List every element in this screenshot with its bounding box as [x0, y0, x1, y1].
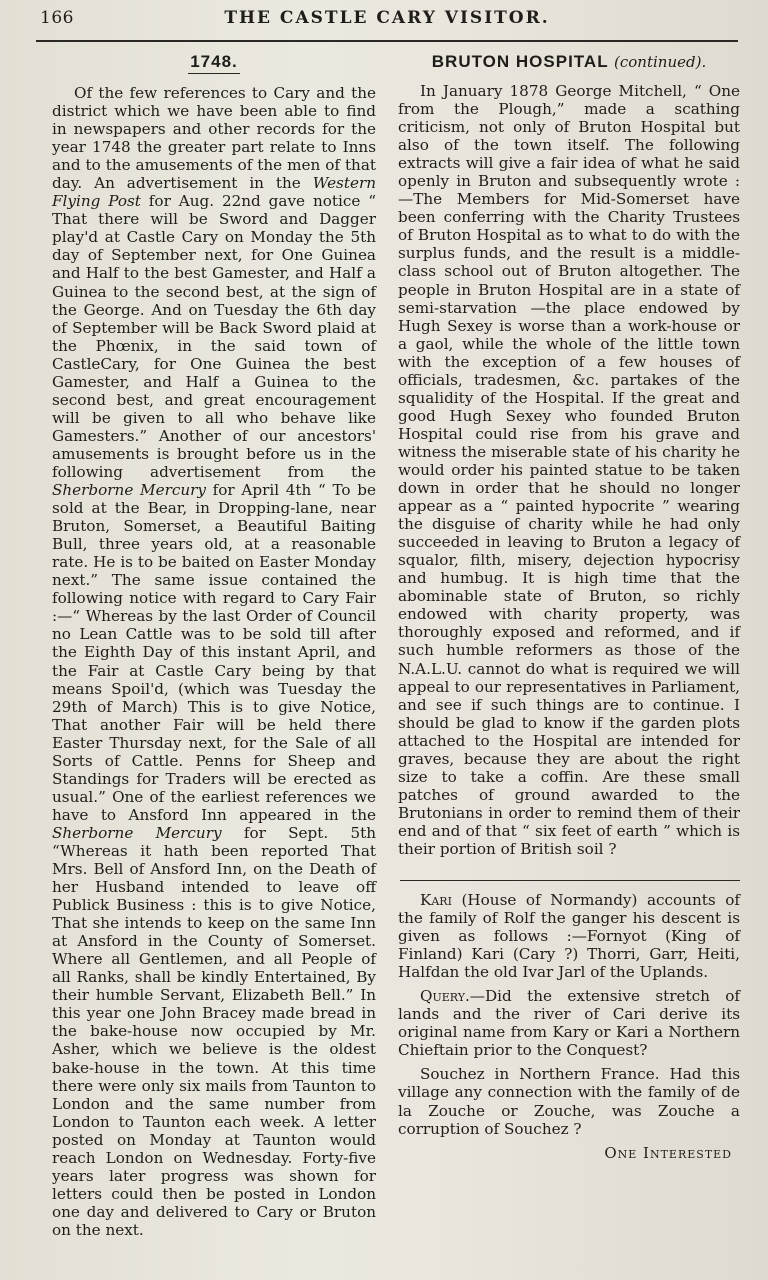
page-number: 166: [40, 8, 74, 28]
text-run: for Sept. 5th “Whereas it hath been reported That Mrs. Bell of Ansford Inn, on the Death of her Husband intended to leave off Publick Business : this is to give Notice, That she intends to keep on the same Inn at Ansford in the County of Somerset. Where all Gentlemen, and all People of all Ranks, shall be kindly Entertained, By their humble Servant, Elizabeth Bell.” In this year one John Bracey made bread in the bake-house now occupied by Mr. Asher, which we believe is the oldest bake-house in the town. At this time there were only six mails from Taunton to London and the same number from London to Taunton each week. A letter posted on Monday at Taunton would reach London on Wednesday. Forty-five years later progress was shown for letters could then be posted in London one day and delivered to Cary or Bruton on the next.: [52, 823, 376, 1239]
continued-note: (continued).: [614, 53, 707, 71]
newspaper-title: Sherborne Mercury: [52, 481, 206, 500]
kari-note: [398, 891, 740, 981]
hospital-heading: BRUTON HOSPITAL: [431, 52, 609, 71]
left-column: [52, 50, 376, 1239]
query-label: Query.: [420, 987, 470, 1006]
bruton-hospital-text: In January 1878 George Mitchell, “ One from the Plough,” made a scathing criticism, not only of Bruton Hospital but also of the town itself. The following extracts will give a fair idea of what he said openly in Bruton and subsequently wrote :—The Members for Mid-Somerset have been conferring with the Charity Trustees of Bruton Hospital as to what to do with the surplus funds, and the result is a middle-class school out of Bruton altogether. The people in Bruton Hospital are in a state of semi-starvation —the place endowed by Hugh Sexey is worse than a work-house or a gaol, while the whole of the little town with the exception of a few houses of officials, tradesmen, &c. partakes of the squalidity of the Hospital. If the great and good Hugh Sexey who founded Bruton Hospital could rise from his grave and witness the miserable state of his charity he would order his painted statue to be taken down in order that he should no longer appear as a “ painted hypocrite ” wearing the disguise of charity while he had only succeeded in leaving to Bruton a legacy of squalor, filth, misery, dejection hypocrisy and humbug. It is high time that the abominable state of Bruton, so richly endowed with charity property, was thoroughly exposed and reformed, and if such humble reformers as those of the N.A.L.U. cannot do what is required we will appeal to our representatives in Parliament, and see if such things are to continue. I should be glad to know if the garden plots attached to the Hospital are intended for graves, because they are about the right size to take a coffin. Are these small patches of ground awarded to the Brutonians in order to remind them of their end and of that “ six feet of earth ” which is their portion of British soil ?: [398, 82, 740, 858]
newspaper-title: Sherborne Mercury: [52, 823, 222, 842]
kari-label: Kari: [420, 891, 452, 910]
kari-text: (House of Normandy) accounts of the family of Rolf the ganger his descent is given as follows :—Fornyot (King of Finland) Kari (Cary ?) Thorri, Garr, Heiti, Halfdan the old Ivar Jarl of the Uplands.: [398, 891, 740, 982]
left-column-title: [52, 50, 376, 74]
running-head: [36, 6, 738, 34]
article-1748-text: [52, 84, 376, 1239]
year-heading: 1748.: [190, 52, 238, 71]
journal-title: THE CASTLE CARY VISITOR.: [224, 8, 550, 28]
souchez-note: Souchez in Northern France. Had this village any connection with the family of de la Zouche or Zouche, was Zouche a corruption of Souchez ?: [398, 1065, 740, 1138]
title-underline: [188, 73, 240, 74]
section-rule: [400, 880, 740, 881]
query-note: [398, 987, 740, 1059]
text-run: Of the few references to Cary and the district which we have been able to find in newspapers and other records for the year 1748 the greater part relate to Inns and to the amusements of the men of that day. An advertisement in the: [52, 84, 376, 193]
right-column: [398, 50, 740, 1162]
newspaper-title: Western Flying Post: [52, 174, 376, 211]
signature: One Interested: [604, 1143, 732, 1162]
right-column-title: [398, 50, 740, 72]
notes-section: [398, 891, 740, 1162]
header-rule: [36, 40, 738, 42]
query-text: —Did the extensive stretch of lands and the river of Cari derive its original name from Kary or Kari a Northern Chieftain prior to the Conquest?: [398, 987, 740, 1060]
text-run: for April 4th “ To be sold at the Bear, in Dropping-lane, near Bruton, Somerset, a Beautiful Baiting Bull, three years old, at a reasonable rate. He is to be baited on Easter Monday next.” The same issue contained the following notice with regard to Cary Fair :—“ Whereas by the last Order of Council no Lean Cattle was to be sold till after the Eighth Day of this instant April, and the Fair at Castle Cary being by that means Spoil'd, (which was Tuesday the 29th of March) This is to give Notice, That another Fair will be held there Easter Thursday next, for the Sale of all Sorts of Cattle. Penns for Sheep and Standings for Traders will be erected as usual.” One of the earliest references we have to Ansford Inn appeared in the: [52, 481, 376, 824]
text-run: for Aug. 22nd gave notice “ That there will be Sword and Dagger play'd at Castle Cary on Monday the 5th day of September next, for One Guinea and Half to the best Gamester, and Half a Guinea to the second best, at the sign of the George. And on Tuesday the 6th day of September will be Back Sword plaid at the Phœnix, in the said town of CastleCary, for One Guinea the best Gamester, and Half a Guinea to the second best, and great encouragement will be given to all who behave like Gamesters.” Another of our ancestors' amusements is brought before us in the following advertisement from the: [52, 192, 376, 481]
